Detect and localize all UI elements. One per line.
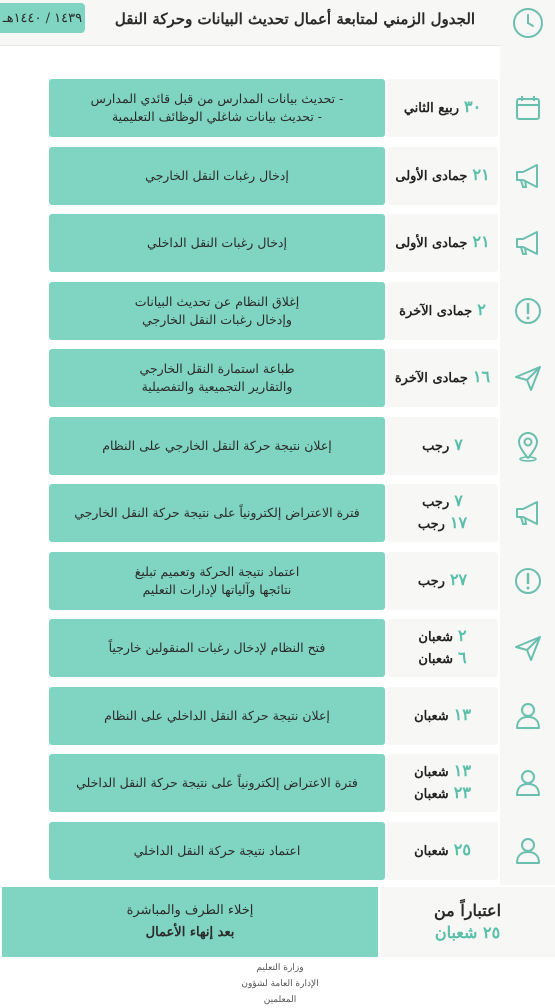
date-line xyxy=(395,165,489,187)
date-line xyxy=(418,648,466,670)
megaphone-icon xyxy=(505,490,550,535)
date-day: ٢٧ xyxy=(449,570,468,589)
final-desc-line2: بعد إنهاء الأعمال xyxy=(145,925,235,940)
row-date xyxy=(387,214,498,272)
description-line: اعتماد نتيجة حركة النقل الداخلي xyxy=(133,843,301,858)
date-line xyxy=(399,300,486,322)
row-date xyxy=(387,147,498,205)
description-line: نتائجها وآلياتها لإدارات التعليم xyxy=(142,582,292,597)
footer-line1: وزارة التعليم xyxy=(256,963,304,973)
date-month: جمادى الأولى xyxy=(395,236,468,251)
description-line: فترة الاعتراض إلكترونياً على نتيجة حركة النقل الخارجي xyxy=(74,505,360,520)
row-date xyxy=(387,552,498,610)
timeline-row xyxy=(45,79,500,137)
timeline-row xyxy=(45,214,500,272)
user-icon xyxy=(505,760,550,805)
row-description xyxy=(49,619,385,677)
date-day: ١٦ xyxy=(472,367,491,386)
timeline-row xyxy=(45,687,500,745)
row-date xyxy=(387,754,498,812)
date-line xyxy=(395,367,490,389)
date-line xyxy=(418,513,467,535)
date-month: شعبان xyxy=(418,652,454,667)
description-line: - تحديث بيانات المدارس من قبل قائدي المدارس xyxy=(90,91,344,106)
timeline-row xyxy=(45,822,500,880)
date-month: جمادى الأولى xyxy=(395,169,468,184)
location-icon xyxy=(505,423,550,468)
date-day: ٧ xyxy=(454,435,463,454)
row-date xyxy=(387,822,498,880)
final-date-line2: ٢٥ شعبان xyxy=(434,923,501,942)
final-date xyxy=(380,887,555,957)
description-line: إدخال رغبات النقل الخارجي xyxy=(145,168,289,183)
row-date xyxy=(387,349,498,407)
row-date xyxy=(387,79,498,137)
date-line xyxy=(422,435,463,457)
row-description xyxy=(49,552,385,610)
megaphone-icon xyxy=(505,220,550,265)
ministry-footer xyxy=(230,960,330,1005)
date-month: شعبان xyxy=(414,787,449,802)
date-line xyxy=(414,761,471,783)
year-badge: ١٤٣٩ / ١٤٤٠هـ xyxy=(0,3,85,33)
date-day: ٢ xyxy=(477,300,486,319)
row-description xyxy=(49,822,385,880)
user-icon xyxy=(505,828,550,873)
description-line: إدخال رغبات النقل الداخلي xyxy=(147,235,287,250)
description-line: اعتماد نتيجة الحركة وتعميم تبليغ xyxy=(134,564,300,579)
date-day: ١٧ xyxy=(449,513,468,532)
date-line xyxy=(422,491,463,513)
date-month: رجب xyxy=(417,574,445,589)
user-icon xyxy=(505,693,550,738)
description-line: وإدخال رغبات النقل الخارجي xyxy=(142,312,292,327)
clock-icon xyxy=(500,0,555,45)
row-date xyxy=(387,282,498,340)
date-month: رجب xyxy=(422,495,450,510)
date-day: ٦ xyxy=(458,648,467,667)
send-icon xyxy=(505,355,550,400)
date-day: ٢٥ xyxy=(453,840,471,859)
date-line xyxy=(404,97,481,119)
date-line xyxy=(414,783,471,805)
date-month: شعبان xyxy=(414,709,449,724)
row-date xyxy=(387,687,498,745)
row-date xyxy=(387,417,498,475)
row-description xyxy=(49,147,385,205)
date-month: شعبان xyxy=(418,630,454,645)
date-day: ٢١ xyxy=(472,232,490,251)
megaphone-icon xyxy=(505,153,550,198)
timeline-row xyxy=(45,417,500,475)
description-line: فترة الاعتراض إلكترونياً على نتيجة حركة النقل الداخلي xyxy=(76,775,358,790)
header-bar xyxy=(0,0,555,46)
timeline-row xyxy=(45,754,500,812)
alert-icon xyxy=(505,558,550,603)
description-line: إغلاق النظام عن تحديث البيانات xyxy=(134,294,300,309)
timeline-row xyxy=(45,147,500,205)
row-description xyxy=(49,687,385,745)
final-desc-line1: إخلاء الطرف والمباشرة xyxy=(126,903,254,918)
date-month: شعبان xyxy=(414,765,449,780)
calendar-icon xyxy=(505,85,550,130)
send-icon xyxy=(505,625,550,670)
page-title: الجدول الزمني لمتابعة أعمال تحديث البيانات وحركة النقل xyxy=(114,10,476,28)
description-line: والتقارير التجميعية والتفصيلية xyxy=(141,379,293,394)
date-line xyxy=(418,570,467,592)
row-description xyxy=(49,484,385,542)
description-line: طباعة استمارة النقل الخارجي xyxy=(139,361,295,376)
date-line xyxy=(414,840,471,862)
date-day: ١٣ xyxy=(453,705,471,724)
row-description xyxy=(49,79,385,137)
date-day: ٢ xyxy=(458,626,467,645)
row-description xyxy=(49,214,385,272)
date-day: ٧ xyxy=(454,491,463,510)
row-description xyxy=(49,754,385,812)
final-date-line1: اعتباراً من xyxy=(434,901,502,920)
date-line xyxy=(395,232,489,254)
row-description xyxy=(49,349,385,407)
row-date xyxy=(387,619,498,677)
date-day: ٣٠ xyxy=(464,97,482,116)
date-line xyxy=(414,705,471,727)
final-description xyxy=(2,887,378,957)
description-line: فتح النظام لإدخال رغبات المنقولين خارجياً xyxy=(108,640,326,655)
date-month: جمادى الآخرة xyxy=(399,304,473,319)
description-line: إعلان نتيجة حركة النقل الخارجي على النظام xyxy=(102,438,332,453)
date-month: جمادى الآخرة xyxy=(394,371,468,386)
date-day: ٢٣ xyxy=(453,783,471,802)
timeline-row xyxy=(45,552,500,610)
footer-line2: الإدارة العامة لشؤون المعلمين xyxy=(241,979,319,1005)
row-description xyxy=(49,282,385,340)
description-line: إعلان نتيجة حركة النقل الداخلي على النظام xyxy=(104,708,330,723)
date-day: ٢١ xyxy=(472,165,490,184)
date-line xyxy=(418,626,466,648)
timeline-row xyxy=(45,349,500,407)
timeline-row xyxy=(45,619,500,677)
alert-icon xyxy=(505,288,550,333)
date-day: ١٣ xyxy=(453,761,471,780)
row-description xyxy=(49,417,385,475)
timeline-row xyxy=(45,484,500,542)
date-month: ربيع الثاني xyxy=(403,101,459,116)
date-month: شعبان xyxy=(414,844,449,859)
row-date xyxy=(387,484,498,542)
description-line: - تحديث بيانات شاغلي الوظائف التعليمية xyxy=(111,109,323,124)
timeline-row xyxy=(45,282,500,340)
date-month: رجب xyxy=(422,439,450,454)
date-month: رجب xyxy=(417,517,445,532)
